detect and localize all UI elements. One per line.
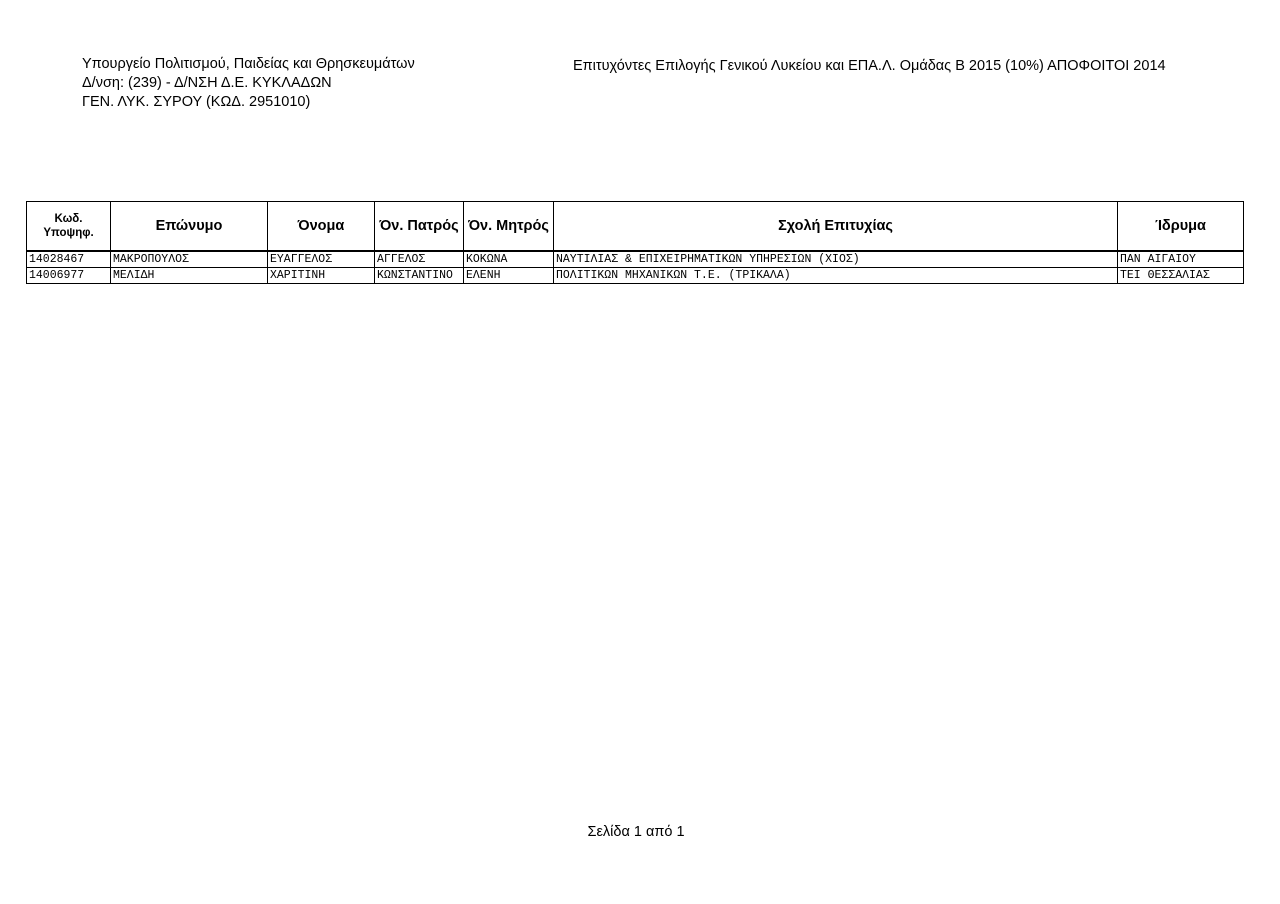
column-header-name: Όνομα	[268, 202, 375, 252]
cell-mother: ΚΟΚΩΝΑ	[464, 251, 554, 268]
school-name: ΓΕΝ. ΛΥΚ. ΣΥΡΟΥ (ΚΩΔ. 2951010)	[82, 94, 311, 110]
column-header-code-line2: Υποψηφ.	[43, 227, 94, 239]
cell-institution: ΤΕΙ ΘΕΣΣΑΛΙΑΣ	[1118, 268, 1244, 284]
cell-institution: ΠΑΝ ΑΙΓΑΙΟΥ	[1118, 251, 1244, 268]
cell-mother: ΕΛΕΝΗ	[464, 268, 554, 284]
cell-surname: ΜΕΛΙΔΗ	[111, 268, 268, 284]
column-header-surname: Επώνυμο	[111, 202, 268, 252]
cell-father: ΑΓΓΕΛΟΣ	[375, 251, 464, 268]
cell-code: 14006977	[27, 268, 111, 284]
cell-name: ΧΑΡΙΤΙΝΗ	[268, 268, 375, 284]
cell-surname: ΜΑΚΡΟΠΟΥΛΟΣ	[111, 251, 268, 268]
cell-code: 14028467	[27, 251, 111, 268]
directorate-name: Δ/νση: (239) - Δ/ΝΣΗ Δ.Ε. ΚΥΚΛΑΔΩΝ	[82, 75, 332, 91]
cell-school: ΠΟΛΙΤΙΚΩΝ ΜΗΧΑΝΙΚΩΝ Τ.Ε. (ΤΡΙΚΑΛΑ)	[554, 268, 1118, 284]
column-header-school: Σχολή Επιτυχίας	[554, 202, 1118, 252]
page-number: Σελίδα 1 από 1	[587, 824, 685, 840]
table-row	[27, 268, 1244, 284]
cell-name: ΕΥΑΓΓΕΛΟΣ	[268, 251, 375, 268]
column-header-code-line1: Κωδ.	[54, 213, 83, 225]
table-header-row	[27, 202, 1244, 252]
column-header-institution: Ίδρυμα	[1118, 202, 1244, 252]
ministry-name: Υπουργείο Πολιτισμού, Παιδείας και Θρησκευμάτων	[82, 56, 415, 72]
header-left	[82, 55, 415, 112]
column-header-mother: Όν. Μητρός	[464, 202, 554, 252]
column-header-father: Όν. Πατρός	[375, 202, 464, 252]
cell-father: ΚΩΝΣΤΑΝΤΙΝΟ	[375, 268, 464, 284]
table-row	[27, 251, 1244, 268]
document-title: Επιτυχόντες Επιλογής Γενικού Λυκείου και ΕΠΑ.Λ. Ομάδας Β 2015 (10%) ΑΠΟΦΟΙΤΟΙ 2014	[573, 58, 1166, 74]
column-header-code	[27, 202, 111, 252]
results-table	[26, 201, 1244, 284]
cell-school: ΝΑΥΤΙΛΙΑΣ & ΕΠΙΧΕΙΡΗΜΑΤΙΚΩΝ ΥΠΗΡΕΣΙΩΝ (ΧΙΟΣ)	[554, 251, 1118, 268]
